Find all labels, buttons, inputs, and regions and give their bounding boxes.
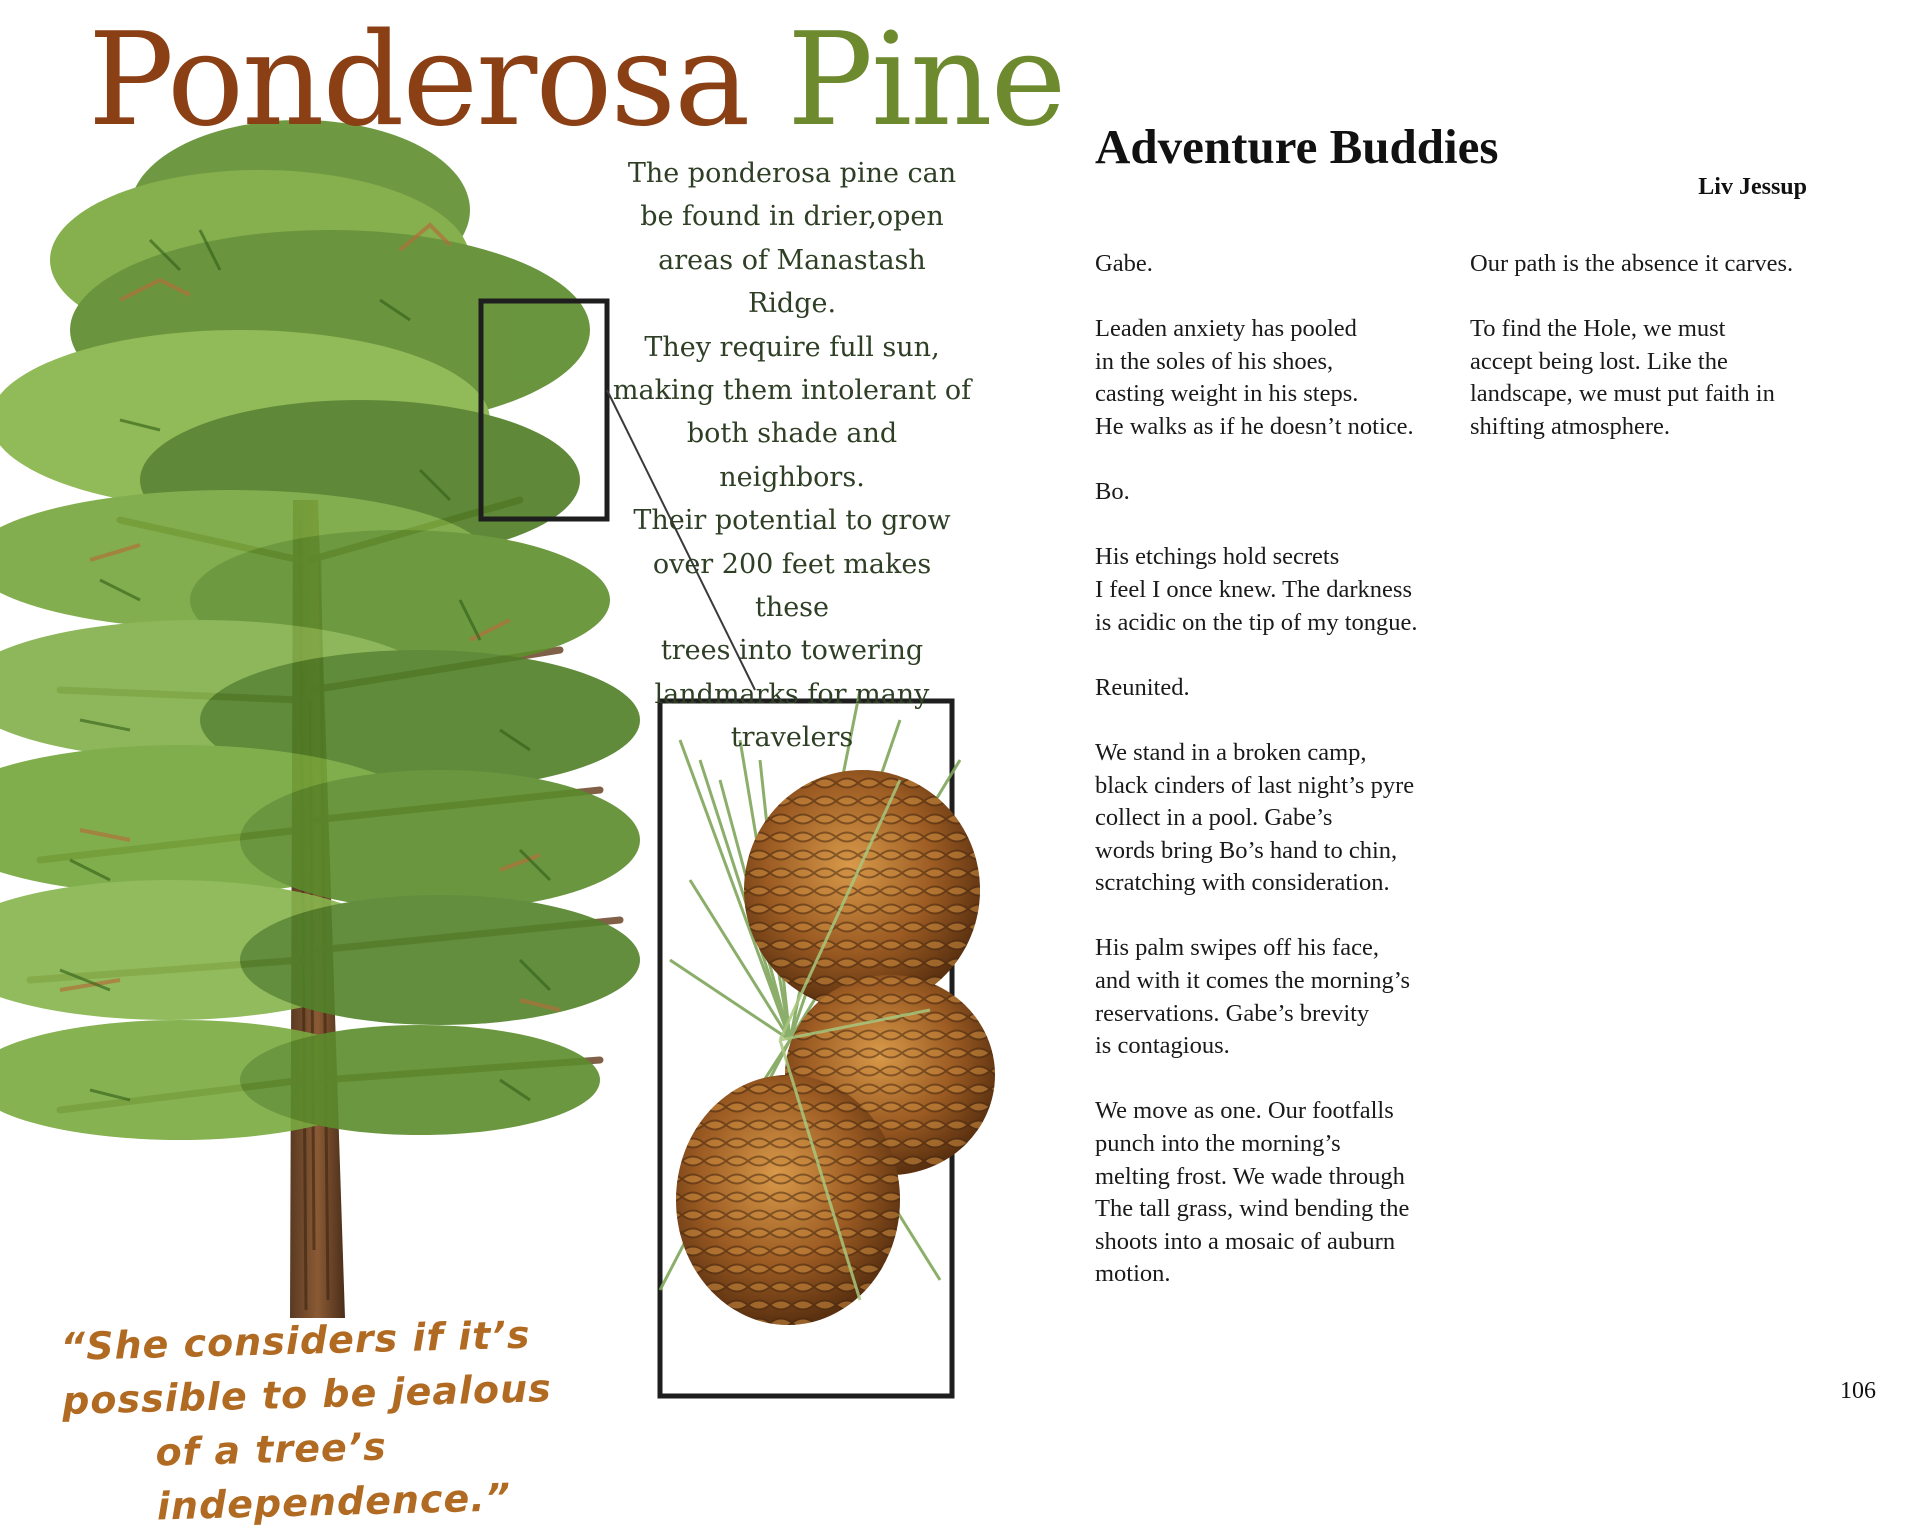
poem-line: shifting atmosphere. [1470, 412, 1671, 440]
article-title [88, 6, 1065, 155]
poem-line: Bo. [1095, 478, 1130, 506]
poem-line: reservations. Gabe’s brevity [1095, 999, 1370, 1027]
intro-line: travelers [730, 722, 854, 754]
poem-line: Our path is the absence it carves. [1470, 250, 1794, 277]
poem-stanza [1095, 476, 1455, 509]
poem-stanza [1095, 932, 1455, 1062]
poem-line: is acidic on the tip of my tongue. [1095, 608, 1418, 636]
intro-line: areas of Manastash Ridge. [658, 244, 926, 320]
pine-cone-detail-illustration [660, 690, 995, 1396]
poem-title: Adventure Buddies [1095, 119, 1499, 174]
poem-line: in the soles of his shoes, [1095, 347, 1334, 375]
poem-stanza [1095, 248, 1455, 281]
intro-line: over 200 feet makes these [652, 548, 932, 624]
pull-quote-line: of a tree’s independence.” [154, 1424, 512, 1529]
poem-line: We move as one. Our footfalls [1095, 1097, 1394, 1125]
poem-line: He walks as if he doesn’t notice. [1095, 412, 1414, 440]
poem-line: motion. [1095, 1260, 1171, 1288]
title-word-pine: Pine [787, 6, 1065, 155]
poem-stanza [1095, 541, 1455, 639]
poem-stanza [1095, 313, 1455, 443]
poem-line: shoots into a mosaic of auburn [1095, 1227, 1396, 1255]
poem-line: Reunited. [1095, 673, 1190, 701]
author-name: Liv Jessup [1698, 174, 1807, 200]
poem-column-1 [1095, 248, 1455, 1324]
poem-line: The tall grass, wind bending the [1095, 1195, 1410, 1223]
intro-line: making them intolerant of [612, 375, 972, 407]
intro-line: Their potential to grow [633, 505, 951, 537]
intro-line: trees into towering [660, 635, 924, 667]
intro-paragraph [612, 152, 972, 760]
poem-line: accept being lost. Like the [1470, 347, 1728, 375]
poem-line: is contagious. [1095, 1032, 1230, 1060]
poem-line: black cinders of last night’s pyre [1095, 771, 1415, 799]
poem-line: His etchings hold secrets [1095, 543, 1340, 571]
poem-stanza [1470, 313, 1820, 443]
poem-stanza [1470, 248, 1820, 281]
poem-stanza [1095, 672, 1455, 705]
poem-line: We stand in a broken camp, [1095, 738, 1367, 766]
pull-quote-line: “She considers if it’s possible to be jealous [60, 1312, 553, 1423]
pull-quote [60, 1303, 705, 1536]
page-number: 106 [1840, 1378, 1876, 1404]
poem-line: words bring Bo’s hand to chin, [1095, 836, 1398, 864]
title-word-ponderosa: Ponderosa [88, 6, 749, 155]
poem-line: collect in a pool. Gabe’s [1095, 804, 1333, 832]
poem-line: I feel I once knew. The darkness [1095, 575, 1413, 603]
poem-line: landscape, we must put faith in [1470, 380, 1775, 408]
intro-line: be found in drier,open [640, 201, 944, 233]
poem-line: scratching with consideration. [1095, 869, 1390, 897]
poem-stanza [1095, 1095, 1455, 1291]
poem-line: punch into the morning’s [1095, 1130, 1341, 1158]
intro-line: The ponderosa pine can [627, 158, 957, 189]
poem-line: and with it comes the morning’s [1095, 967, 1411, 995]
poem-stanza [1095, 737, 1455, 900]
poem-line: Gabe. [1095, 250, 1153, 277]
poem-line: His palm swipes off his face, [1095, 934, 1379, 962]
poem-line: casting weight in his steps. [1095, 380, 1359, 408]
poem-line: melting frost. We wade through [1095, 1162, 1405, 1190]
poem-column-2 [1470, 248, 1820, 476]
poem-line: Leaden anxiety has pooled [1095, 315, 1357, 343]
intro-line: landmarks for many [654, 678, 930, 710]
intro-line: They require full sun, [644, 331, 940, 363]
intro-line: both shade and neighbors. [686, 418, 898, 493]
poem-line: To find the Hole, we must [1470, 315, 1726, 343]
